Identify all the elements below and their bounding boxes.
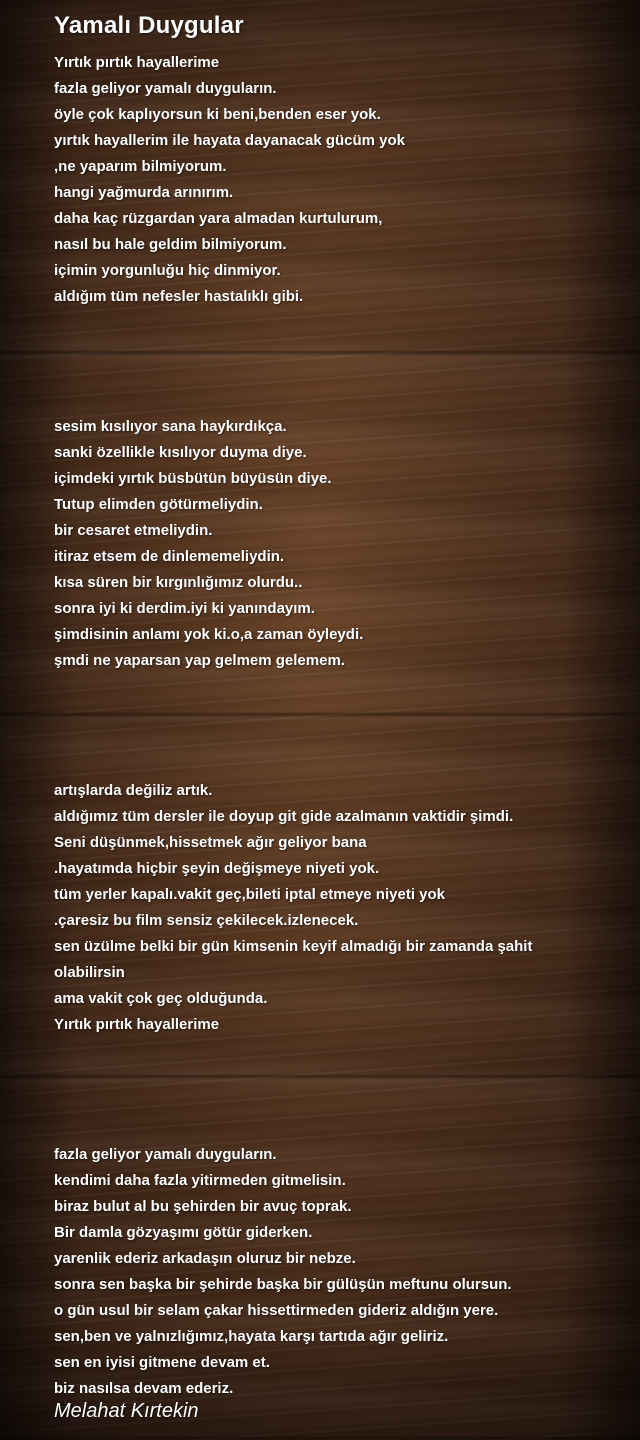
poem-line: kendimi daha fazla yitirmeden gitmelisin. bbox=[54, 1172, 346, 1189]
poem-line: sesim kısılıyor sana haykırdıkça. bbox=[54, 418, 287, 435]
poem-line: Seni düşünmek,hissetmek ağır geliyor bana bbox=[54, 834, 367, 851]
poem-line: şmdi ne yaparsan yap gelmem gelemem. bbox=[54, 652, 345, 669]
poem-line: fazla geliyor yamalı duyguların. bbox=[54, 80, 277, 97]
stanza-2 bbox=[54, 414, 614, 674]
poem-line: olabilirsin bbox=[54, 964, 125, 981]
poem-line: .hayatımda hiçbir şeyin değişmeye niyeti yok. bbox=[54, 860, 380, 877]
poem-line: yarenlik ederiz arkadaşın oluruz bir nebze. bbox=[54, 1250, 356, 1267]
poem-line: aldığım tüm nefesler hastalıklı gibi. bbox=[54, 288, 304, 305]
poem-line: sen,ben ve yalnızlığımız,hayata karşı tartıda ağır geliriz. bbox=[54, 1328, 449, 1345]
poem-line: sonra iyi ki derdim.iyi ki yanındayım. bbox=[54, 600, 315, 617]
poem-line: nasıl bu hale geldim bilmiyorum. bbox=[54, 236, 287, 253]
poem-line: bir cesaret etmeliydin. bbox=[54, 522, 213, 539]
poem-line: biraz bulut al bu şehirden bir avuç toprak. bbox=[54, 1198, 352, 1215]
stanza-spacer bbox=[54, 310, 614, 414]
poem-line: ama vakit çok geç olduğunda. bbox=[54, 990, 268, 1007]
poem-line: fazla geliyor yamalı duyguların. bbox=[54, 1146, 277, 1163]
poem-line: sanki özellikle kısılıyor duyma diye. bbox=[54, 444, 307, 461]
poem-line: biz nasılsa devam ederiz. bbox=[54, 1380, 234, 1397]
poem-line: hangi yağmurda arınırım. bbox=[54, 184, 234, 201]
stanza-spacer bbox=[54, 1038, 614, 1142]
poem-line: artışlarda değiliz artık. bbox=[54, 782, 213, 799]
poem-line: içimdeki yırtık büsbütün büyüsün diye. bbox=[54, 470, 332, 487]
stanza-4 bbox=[54, 1142, 614, 1402]
poem-line: Yırtık pırtık hayallerime bbox=[54, 54, 220, 71]
stanza-spacer bbox=[54, 674, 614, 778]
poem-title: Yamalı Duygular bbox=[54, 12, 244, 39]
poem-line: öyle çok kaplıyorsun ki beni,benden eser yok. bbox=[54, 106, 381, 123]
poem-line: Tutup elimden götürmeliydin. bbox=[54, 496, 263, 513]
stanza-1 bbox=[54, 50, 614, 310]
poem-line: aldığımız tüm dersler ile doyup git gide azalmanın vaktidir şimdi. bbox=[54, 808, 514, 825]
poem-line: .çaresiz bu film sensiz çekilecek.izlenecek. bbox=[54, 912, 359, 929]
poem-line: o gün usul bir selam çakar hissettirmeden gideriz aldığın yere. bbox=[54, 1302, 499, 1319]
poem-line: sonra sen başka bir şehirde başka bir gülüşün meftunu olursun. bbox=[54, 1276, 512, 1293]
poem-author: Melahat Kırtekin bbox=[54, 1400, 199, 1422]
poem-line: daha kaç rüzgardan yara almadan kurtulurum, bbox=[54, 210, 383, 227]
poem-line: Yırtık pırtık hayallerime bbox=[54, 1016, 220, 1033]
poem-line: içimin yorgunluğu hiç dinmiyor. bbox=[54, 262, 281, 279]
poem-line: itiraz etsem de dinlememeliydin. bbox=[54, 548, 285, 565]
poem-line: yırtık hayallerim ile hayata dayanacak gücüm yok bbox=[54, 132, 406, 149]
poem-body bbox=[54, 50, 614, 1402]
poem-line: Bir damla gözyaşımı götür giderken. bbox=[54, 1224, 313, 1241]
poem-line: sen üzülme belki bir gün kimsenin keyif almadığı bir zamanda şahit bbox=[54, 938, 533, 955]
stanza-3 bbox=[54, 778, 614, 1038]
poem-line: tüm yerler kapalı.vakit geç,bileti iptal etmeye niyeti yok bbox=[54, 886, 445, 903]
poem-line: kısa süren bir kırgınlığımız olurdu.. bbox=[54, 574, 303, 591]
poem-line: ,ne yaparım bilmiyorum. bbox=[54, 158, 227, 175]
poem-line: sen en iyisi gitmene devam et. bbox=[54, 1354, 270, 1371]
poem-line: şimdisinin anlamı yok ki.o,a zaman öyleydi. bbox=[54, 626, 364, 643]
